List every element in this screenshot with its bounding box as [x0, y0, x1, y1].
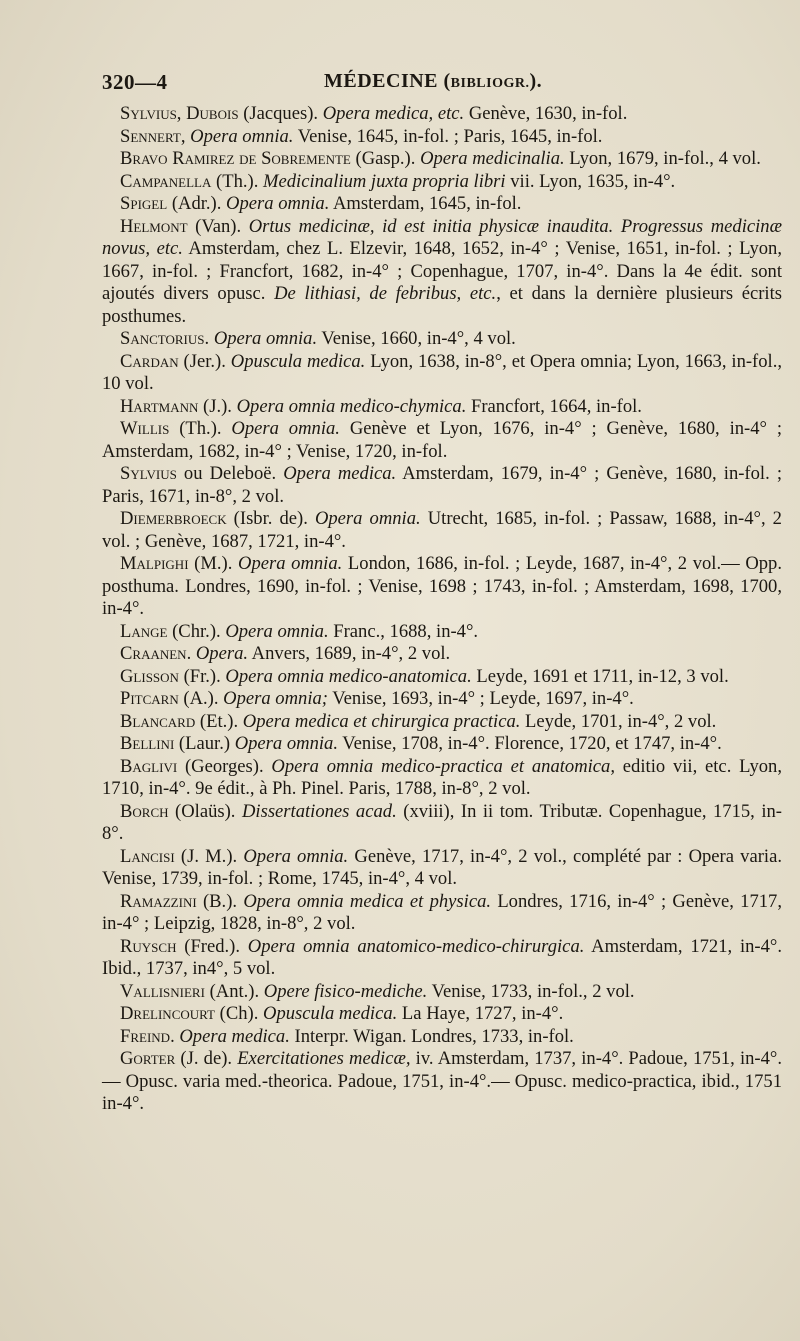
entry-details: Francfort, 1664, in-fol. — [466, 395, 642, 417]
bibliography-entry — [102, 351, 782, 396]
entry-text: . — [186, 643, 196, 664]
bibliography-entry — [102, 733, 782, 756]
author-name: Pitcarn — [120, 688, 179, 709]
entry-details: Venise, 1660, in-4°, 4 vol. — [317, 328, 516, 349]
running-head — [102, 70, 782, 100]
entry-details: Leyde, 1701, in-4°, 2 vol. — [520, 710, 717, 732]
bibliography-entry — [102, 801, 782, 846]
entry-text: . — [170, 1025, 180, 1047]
work-title: Exercitationes medicæ, — [237, 1048, 411, 1069]
work-title: Opera omnia. — [225, 620, 329, 642]
entry-text: (Et.). — [195, 710, 243, 732]
bibliography-entry — [102, 216, 782, 329]
bibliography-entry — [102, 756, 782, 801]
work-title: Opera omnia anatomico-medico-chirurgica. — [247, 935, 585, 957]
entry-text: (Jer.). — [178, 350, 231, 372]
entry-details: Venise, 1645, in-fol. ; Paris, 1645, in-fol. — [293, 125, 603, 147]
author-name: Bellini — [120, 733, 175, 754]
author-name: Hartmann — [120, 395, 199, 417]
author-name: Sylvius, Dubois — [120, 103, 239, 124]
work-title: Opera omnia medica et physica. — [243, 890, 492, 912]
entry-details: Amsterdam, 1679, in-4° ; Genève, 1680, in-fol. ; Paris, 1671, in-8°, 2 vol. — [102, 463, 782, 507]
author-name: Cardan — [120, 350, 179, 372]
author-name: Baglivi — [120, 755, 178, 777]
work-title: Opera omnia medico-chymica. — [236, 395, 467, 417]
work-title: Opera omnia. — [243, 845, 349, 867]
entry-text: (Fred.). — [176, 935, 248, 957]
entry-text: (Gasp.). — [350, 148, 421, 169]
entry-text: (Fr.). — [178, 665, 226, 687]
work-title: Dissertationes acad. — [241, 800, 397, 822]
work-title: Opera omnia. — [226, 193, 330, 214]
entry-text: (Th.). — [211, 170, 264, 192]
work-title: Opera medica et chirurgica practica. — [242, 710, 521, 732]
entry-details: Utrecht, 1685, in-fol. ; Passaw, 1688, in-4°, 2 vol. ; Genève, 1687, 1721, in-4°. — [102, 508, 782, 552]
entry-details: Lyon, 1638, in-8°, et Opera omnia; Lyon, 1663, in-fol., 10 vol. — [102, 350, 783, 394]
entry-text: ou Deleboë. — [176, 463, 284, 484]
work-title: Opera medica, etc. — [322, 103, 465, 124]
entry-details: (xviii), In ii tom. Tributæ. Copenhague, 1715, in-8°. — [102, 800, 782, 844]
bibliography-entry — [102, 711, 782, 734]
bibliography-entry — [102, 688, 782, 711]
entry-details: Amsterdam, 1721, in-4°. Ibid., 1737, in4°, 5 vol. — [102, 935, 782, 979]
work-title: Opera omnia medico-practica et anatomica, — [271, 755, 616, 777]
bibliography-entry — [102, 936, 782, 981]
bibliography-entry — [102, 396, 782, 419]
bibliography-entry — [102, 171, 782, 194]
work-title: Opera omnia; — [223, 688, 328, 709]
author-name: Diemerbroeck — [120, 508, 227, 529]
entry-details: Amsterdam, chez L. Elzevir, 1648, 1652, in-4° ; Venise, 1651, in-fol. ; Lyon, 1667, in-fol. ; Francfort, 1682, in-4° ; Copenhague, 1707, in-4°. Dans la 4e édit. sont ajoutés divers opusc. — [102, 238, 783, 304]
author-name: Lange — [120, 620, 168, 642]
author-name: Sanctorius — [120, 328, 205, 349]
entry-details: London, 1686, in-fol. ; Leyde, 1687, in-4°, 2 vol.— Opp. posthuma. Londres, 1690, in-fol. ; Venise, 1698 ; 1743, in-fol. ; Amsterdam, 1698, 1700, in-4°. — [102, 553, 782, 619]
author-name: Craanen — [120, 643, 187, 664]
entry-text: (Olaüs). — [168, 800, 242, 822]
author-name: Drelincourt — [120, 1003, 215, 1024]
entry-text: (Georges). — [177, 755, 272, 777]
entry-details: Interpr. Wigan. Londres, 1733, in-fol. — [289, 1025, 574, 1047]
entry-details: , et dans la dernière plusieurs écrits posthumes. — [102, 283, 782, 327]
entry-text: (Th.). — [169, 418, 232, 439]
entry-text: (J. M.). — [174, 845, 244, 867]
author-name: Glisson — [120, 665, 179, 687]
entry-text: (B.). — [196, 890, 244, 912]
author-name: Vallisnieri — [120, 980, 205, 1002]
bibliography-entry — [102, 328, 782, 351]
entry-details: Lyon, 1679, in-fol., 4 vol. — [564, 148, 761, 169]
bibliography-entry — [102, 1026, 782, 1049]
entry-details: Franc., 1688, in-4°. — [328, 620, 479, 642]
entry-details: Londres, 1716, in-4° ; Genève, 1717, in-4° ; Leipzig, 1828, in-8°, 2 vol. — [102, 890, 782, 934]
author-name: Lancisi — [120, 845, 175, 867]
entry-text: . — [204, 328, 214, 349]
entry-details: Venise, 1733, in-fol., 2 vol. — [427, 980, 635, 1002]
entry-details: Anvers, 1689, in-4°, 2 vol. — [248, 643, 451, 664]
author-name: Malpighi — [120, 553, 189, 574]
entry-details: iv. Amsterdam, 1737, in-4°. Padoue, 1751, in-4°. — Opusc. varia med.-theorica. Padoue, 1751, in-4°.— Opusc. medico-practica, ibid., 1751 in-4°. — [102, 1048, 782, 1114]
author-name: Ruysch — [120, 935, 177, 957]
entry-details: Amsterdam, 1645, in-fol. — [329, 193, 522, 214]
entry-text: (Van). — [187, 215, 249, 237]
work-title: Opera omnia. — [314, 508, 421, 529]
entry-details: Genève et Lyon, 1676, in-4° ; Genève, 1680, in-4° ; Amsterdam, 1682, in-4° ; Venise, 1720, in-fol. — [102, 418, 782, 462]
author-name: Willis — [120, 418, 170, 439]
entry-details: vii. Lyon, 1635, in-4°. — [505, 170, 676, 192]
author-name: Spigel — [120, 193, 168, 214]
entry-text: (Ant.). — [204, 980, 264, 1002]
work-title: Opera omnia. — [231, 418, 340, 439]
entry-text: (A.). — [178, 688, 224, 709]
author-name: Sennert — [120, 125, 181, 147]
work-title: Opera. — [195, 643, 249, 664]
work-title: Ortus medicinæ, id est initia physicæ inaudita. Progressus medicinæ novus, etc. — [102, 215, 782, 259]
bibliography-list — [102, 103, 782, 1116]
bibliography-entry — [102, 891, 782, 936]
entry-details: Genève, 1630, in-fol. — [464, 103, 628, 124]
bibliography-entry — [102, 981, 782, 1004]
section-title: MÉDECINE (BIBLIOGR.). — [324, 70, 543, 92]
work-title: De lithiasi, de febribus, etc. — [274, 283, 497, 304]
entry-details: editio vii, etc. Lyon, 1710, in-4°. 9e édit., à Ph. Pinel. Paris, 1788, in-8°, 2 vol. — [102, 755, 783, 799]
entry-text: (Chr.). — [167, 620, 226, 642]
bibliography-entry — [102, 148, 782, 171]
work-title: Opuscula medica. — [263, 1003, 398, 1024]
author-name: Blancard — [120, 710, 196, 732]
bibliography-entry — [102, 1003, 782, 1026]
author-name: Freind — [120, 1025, 171, 1047]
work-title: Opera omnia. — [190, 125, 294, 147]
entry-text: (Laur.) — [174, 733, 235, 754]
bibliography-entry — [102, 103, 782, 126]
work-title: Opera medicinalia. — [420, 148, 565, 169]
work-title: Opera medica. — [179, 1025, 290, 1047]
work-title: Opera omnia. — [234, 733, 338, 754]
bibliography-entry — [102, 463, 782, 508]
entry-details: Leyde, 1691 et 1711, in-12, 3 vol. — [471, 665, 729, 687]
bibliography-entry — [102, 666, 782, 689]
author-name: Helmont — [120, 215, 188, 237]
work-title: Opera medica. — [283, 463, 397, 484]
work-title: Opere fisico-mediche. — [263, 980, 428, 1002]
work-title: Opera omnia. — [213, 328, 318, 349]
entry-text: (J. de). — [175, 1048, 238, 1069]
bibliography-entry — [102, 193, 782, 216]
entry-text: (Isbr. de). — [226, 508, 315, 529]
entry-text: (Adr.). — [167, 193, 227, 214]
author-name: Gorter — [120, 1048, 176, 1069]
page-number: 320—4 — [102, 70, 168, 94]
entry-details: Venise, 1708, in-4°. Florence, 1720, et 1747, in-4°. — [337, 733, 722, 754]
author-name: Sylvius — [120, 463, 177, 484]
entry-text: , — [180, 125, 191, 147]
bibliography-entry — [102, 126, 782, 149]
bibliography-entry — [102, 621, 782, 644]
entry-details: La Haye, 1727, in-4°. — [397, 1003, 564, 1024]
bibliography-entry — [102, 418, 782, 463]
author-name: Campanella — [120, 170, 212, 192]
bibliography-entry — [102, 1048, 782, 1116]
bibliography-entry — [102, 508, 782, 553]
entry-text: (Jacques). — [238, 103, 323, 124]
entry-text: (Ch). — [214, 1003, 264, 1024]
bibliography-entry — [102, 643, 782, 666]
bibliography-entry — [102, 553, 782, 621]
author-name: Ramazzini — [120, 890, 197, 912]
entry-text: (J.). — [198, 395, 237, 417]
entry-details: Venise, 1693, in-4° ; Leyde, 1697, in-4°. — [327, 688, 634, 709]
work-title: Opera omnia medico-anatomica. — [225, 665, 472, 687]
bibliography-entry — [102, 846, 782, 891]
work-title: Opuscula medica. — [230, 350, 366, 372]
entry-text: (M.). — [188, 553, 239, 574]
work-title: Medicinalium juxta propria libri — [263, 170, 506, 192]
author-name: Bravo Ramirez de Sobremente — [120, 148, 351, 169]
work-title: Opera omnia. — [238, 553, 343, 574]
author-name: Borch — [120, 800, 169, 822]
entry-details: Genève, 1717, in-4°, 2 vol., complété par : Opera varia. Venise, 1739, in-fol. ; Rome, 1745, in-4°, 4 vol. — [102, 845, 782, 889]
